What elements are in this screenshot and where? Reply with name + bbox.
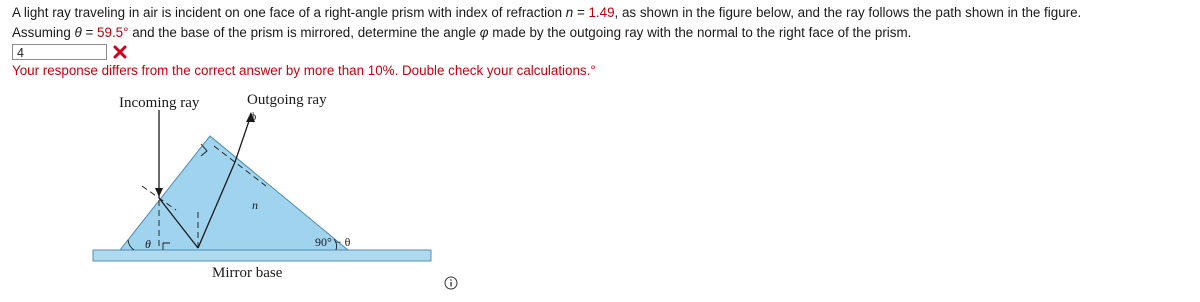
problem-text: Assuming (12, 25, 75, 40)
problem-line-2 (12, 23, 1198, 43)
incoming-ray-label: Incoming ray (119, 95, 200, 111)
problem-text: and the base of the prism is mirrored, determine the angle (128, 25, 480, 40)
answer-input[interactable]: 4 (12, 44, 107, 60)
variable-theta: θ (74, 25, 82, 40)
problem-text: A light ray traveling in air is incident on one face of a right-angle prism with index of refraction (12, 5, 566, 20)
complement-angle-label: 90° − θ (315, 235, 351, 249)
mirror-base-label: Mirror base (212, 265, 283, 281)
problem-text: made by the outgoing ray with the normal to the right face of the prism. (488, 25, 912, 40)
incoming-ray-arrow (155, 188, 163, 197)
info-icon[interactable] (444, 276, 458, 290)
answer-row (12, 43, 127, 61)
equals-sign: = (81, 25, 98, 40)
phi-label: ϕ (250, 109, 257, 123)
variable-phi: φ (479, 25, 489, 40)
n-label: n (252, 198, 258, 212)
outgoing-ray (235, 118, 250, 162)
theta-label: θ (145, 237, 151, 251)
theta-value: 59.5° (97, 25, 129, 40)
problem-text: , as shown in the figure below, and the ray follows the path shown in the figure. (614, 5, 1082, 20)
variable-n: n (565, 5, 574, 20)
index-value: 1.49 (588, 5, 615, 20)
feedback-message: Your response differs from the correct answer by more than 10%. Double check your calculations.° (12, 63, 596, 78)
problem-statement (12, 3, 1198, 43)
outgoing-ray-label: Outgoing ray (247, 92, 327, 108)
x-mark-icon (113, 45, 127, 59)
mirror-base (93, 250, 431, 261)
prism (120, 136, 351, 250)
problem-line-1 (12, 3, 1198, 23)
prism-figure (90, 88, 450, 298)
equals-sign: = (573, 5, 589, 20)
